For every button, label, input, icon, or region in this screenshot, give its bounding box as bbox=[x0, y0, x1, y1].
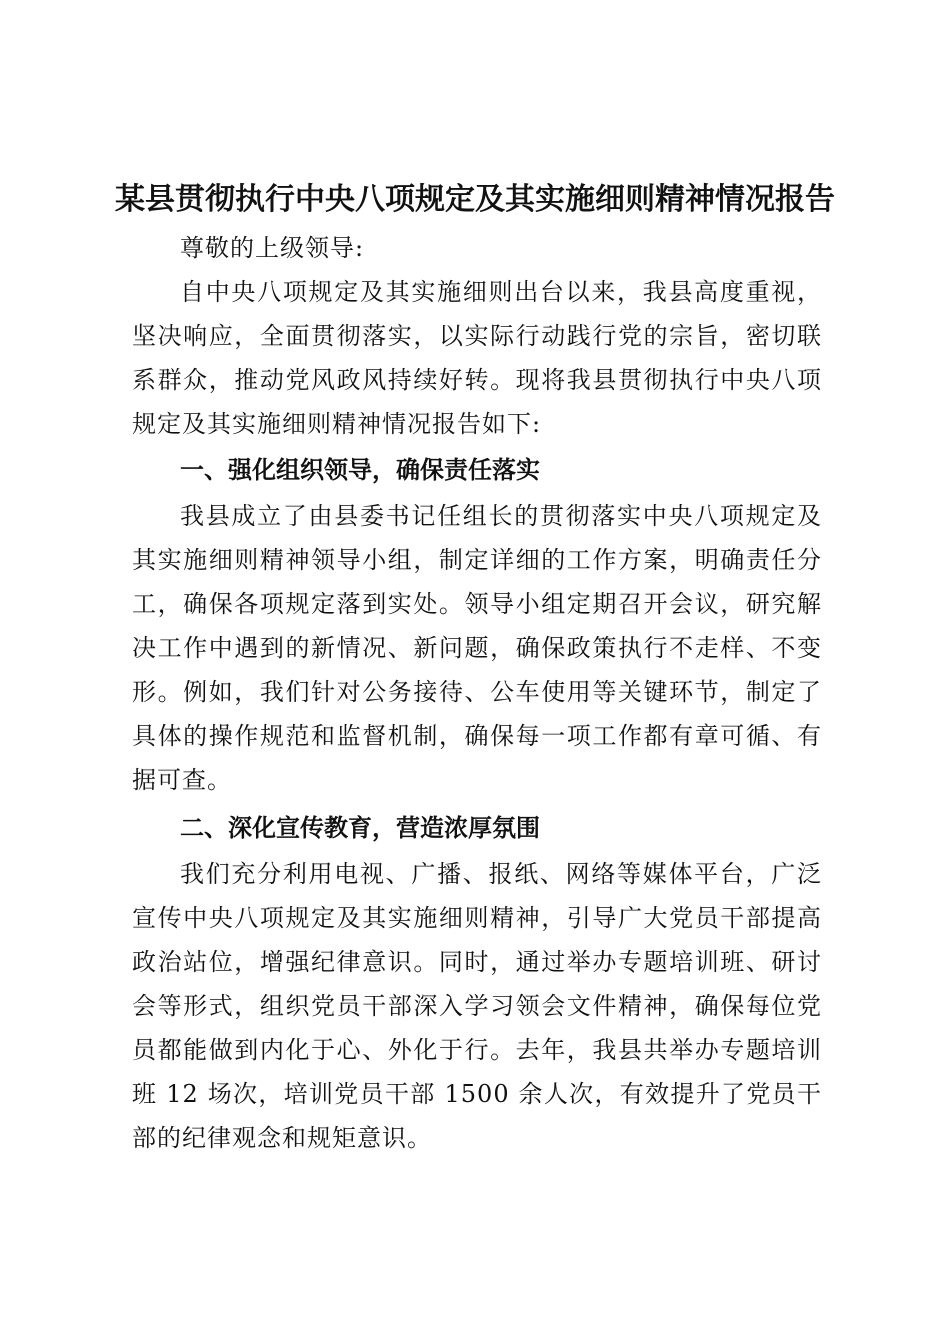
section-body-2: 我们充分利用电视、广播、报纸、网络等媒体平台，广泛宣传中央八项规定及其实施细则精神，引导广大党员干部提高政治站位，增强纪律意识。同时，通过举办专题培训班、研讨会等形式，组织党员干部深入学习领会文件精神，确保每位党员都能做到内化于心、外化于行。去年，我县共举办专题培训班 12 场次，培训党员干部 1500 余人次，有效提升了党员干部的纪律观念和规矩意识。 bbox=[132, 860, 822, 1152]
section-heading-2: 二、深化宣传教育，营造浓厚氛围 bbox=[180, 814, 540, 842]
intro-paragraph: 自中央八项规定及其实施细则出台以来，我县高度重视，坚决响应，全面贯彻落实，以实际行动践行党的宗旨，密切联系群众，推动党风政风持续好转。现将我县贯彻执行中央八项规定及其实施细则精神情况报告如下: bbox=[132, 278, 822, 438]
section-body-1: 我县成立了由县委书记任组长的贯彻落实中央八项规定及其实施细则精神领导小组，制定详细的工作方案，明确责任分工，确保各项规定落到实处。领导小组定期召开会议，研究解决工作中遇到的新情况、新问题，确保政策执行不走样、不变形。例如，我们针对公务接待、公车使用等关键环节，制定了具体的操作规范和监督机制，确保每一项工作都有章可循、有据可查。 bbox=[132, 502, 822, 794]
section-heading-1: 一、强化组织领导，确保责任落实 bbox=[180, 456, 540, 484]
document-title: 某县贯彻执行中央八项规定及其实施细则精神情况报告 bbox=[115, 182, 835, 217]
salutation: 尊敬的上级领导: bbox=[180, 234, 365, 262]
